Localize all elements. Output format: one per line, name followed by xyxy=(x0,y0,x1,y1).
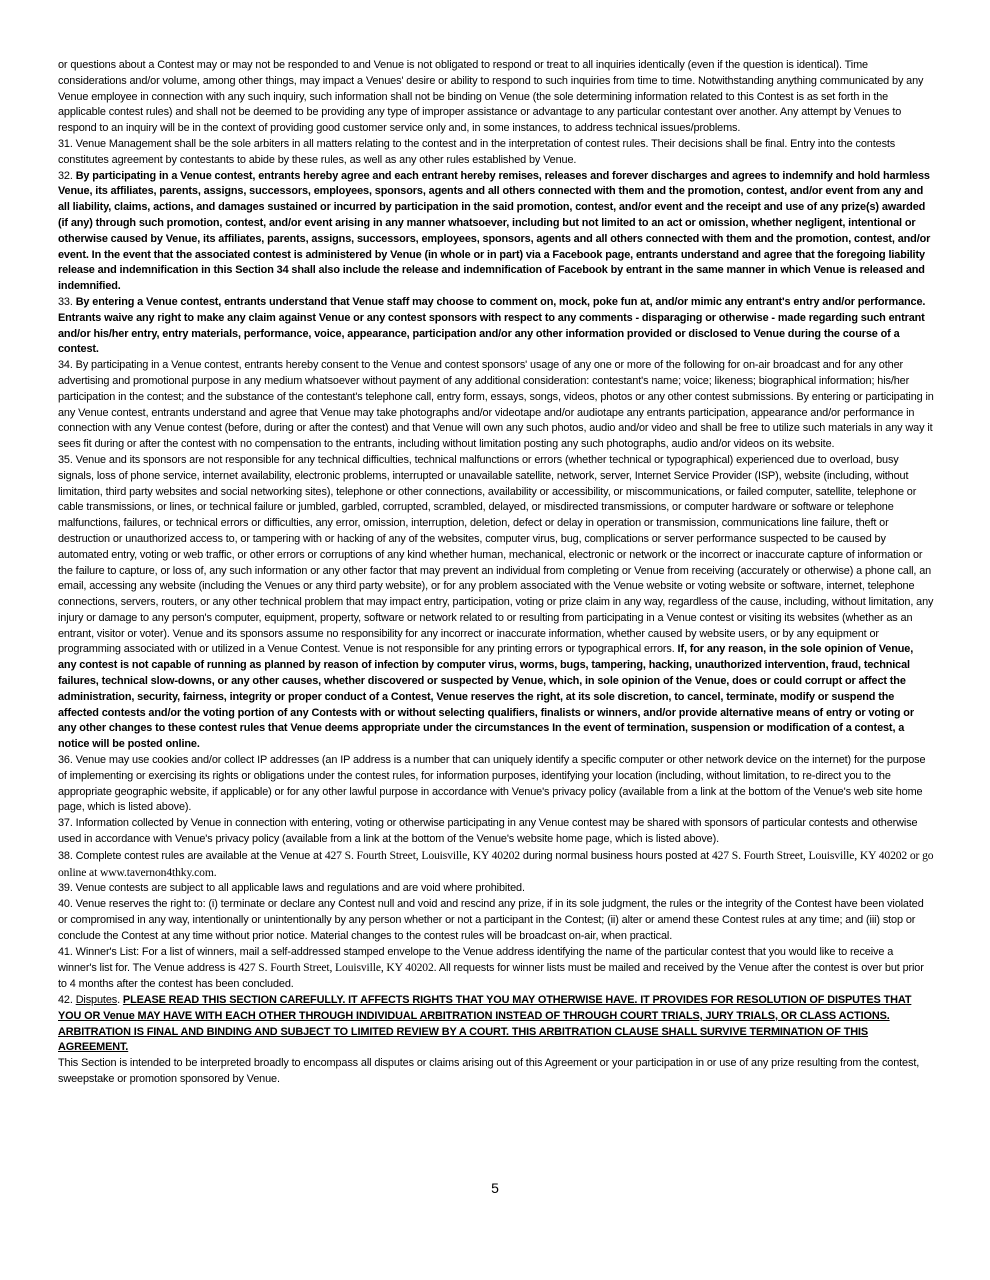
section-number: 42. xyxy=(58,994,76,1007)
paragraph-intro: or questions about a Contest may or may not be responded to and Venue is not obligated to respond or treat to all inquiries identically (even if the question is identical). Time considerations and/or volume, among other things, may impact a Venues' desire or ability to respond to such inquiries from time to time. Notwithstanding anything communicated by any Venue employee in connection with any such inquiry, such information shall not be binding on Venue (the sole determining information related to this Contest is as set forth in the applicable contest rules) and shall not be deemed to be providing any type of improper assistance or advantage to any particular contestant over another. Any attempt by Venues to respond to an inquiry will be in the context of providing good customer service only and, in some instances, to address technical issues/problems. xyxy=(58,59,924,135)
cancellation-rights-text: If, for any reason, in the sole opinion of Venue, any contest is not capable of running as planned by reason of infection by computer virus, worms, bugs, tampering, hacking, unauthorized intervention, fraud, technical failures, technical slow-downs, or any other causes, whether discovered or suspected by Venue, which, in sole opinion of the Venue, does or could corrupt or affect the administration, security, fairness, integrity or proper conduct of a Contest, Venue reserves the right, at its sole discretion, to cancel, terminate, modify or suspend the affected contests and/or the voting portion of any Contests with or without selecting qualifiers, finalists or winners, and/or provide alternative means of entry or voting or any other changes to these contest rules that Venue deems appropriate under the circumstances In the event of termination, suspension or modification of a contest, a notice will be posted online. xyxy=(58,643,914,751)
paragraph-39: 39. Venue contests are subject to all applicable laws and regulations and are void where prohibited. xyxy=(58,882,525,895)
paragraph-31: 31. Venue Management shall be the sole arbiters in all matters relating to the contest and in the interpretation of contest rules. Their decisions shall be final. Entry into the contests constitutes agreement by contestants to abide by these rules, as well as any other rules established by Venue. xyxy=(58,137,896,166)
disputes-heading: Disputes xyxy=(75,994,118,1007)
venue-address: 427 S. Fourth Street, Louisville, KY 40202 xyxy=(238,961,434,975)
document-page xyxy=(58,58,934,1088)
paragraph-40: 40. Venue reserves the right to: (i) terminate or declare any Contest null and void and rescind any prize, if in its sole judgment, the rules or the integrity of the Contest have been violated or compromised in any way, intentionally or unintentionally by any person whether or not a participant in the Contest; (ii) alter or amend these Contest rules at any time; and (iii) stop or conclude the Contest at any time without prior notice. Material changes to the contest rules will be broadcast on-air, when practical. xyxy=(58,898,924,942)
paragraph-41: 41. Winner's List: For a list of winners, mail a self-addressed stamped envelope to the Venue address identifying the name of the particular contest that you would like to receive a winner's list for. The Venue address is 427 S. Fourth Street, Louisville, KY 40202. All requests for winner lists must be mailed and received by the Venue after the contest is over but prior to 4 months after the contest has been concluded. xyxy=(58,945,924,991)
paragraph-37: 37. Information collected by Venue in connection with entering, voting or otherwise participating in any Venue contest may be shared with sponsors of particular contests and otherwise used in accordance with Venue's privacy policy (available from a link at the bottom of the Venue's website home page, which is listed above). xyxy=(58,817,918,846)
venue-address: 427 S. Fourth Street, Louisville, KY 40202 xyxy=(324,848,520,862)
release-indemnification-text: By participating in a Venue contest, entrants hereby agree and each entrant hereby remises, releases and forever discharges and agrees to indemnify and hold harmless Venue, its affiliates, parents, assigns, successors, employees, sponsors, agents and all others connected with them and the promotion, contest, and/or event from any and all liability, claims, actions, and damages sustained or incurred by participation in the said promotion, contest, and/or event and the receipt and use of any prize(s) awarded (if any) through such promotion, contest, and/or event arising in any manner whatsoever, including but not limited to an act or omission, whether negligent, intentional or otherwise caused by Venue, its affiliates, parents, assigns, successors, employees, sponsors, agents and all others connected with them and the promotion, contest, and/or event. In the event that the associated contest is administered by Venue (in whole or in part) via a Facebook page, entrants understand and agree that the foregoing liability release and indemnification in this Section 34 shall also include the release and indemnification of Facebook by entrant in the same manner in which Venue is released and indemnified. xyxy=(58,169,931,293)
comment-waiver-text: By entering a Venue contest, entrants understand that Venue staff may choose to comment on, mock, poke fun at, and/or mimic any entrant's entry and/or performance. Entrants waive any right to make any claim against Venue or any contest sponsors with respect to any comments - disparaging or otherwise - made regarding such entrant and/or his/her entry, entry materials, performance, voice, appearance, participation and/or any other information provided or disclosed to Venue during the course of a contest. xyxy=(58,295,926,356)
section-number: 33. xyxy=(58,295,76,308)
technical-disclaimer-text: 35. Venue and its sponsors are not responsible for any technical difficulties, technical malfunctions or errors (whether technical or typographical) experienced due to overload, busy signals, loss of phone service, internet availability, electronic problems, interrupted or unavailable satellite, network, server, Internet Service Provider (ISP), website (including, without limitation, third party websites and social networking sites), telephone or other connections, availability or accessibility, or miscommunications, or failed computer, satellite, telephone or cable transmissions, or lines, or technical failure or jumbled, garbled, corrupted, scrambled, delayed, or misdirected transmissions, or computer hardware or software or telephone malfunctions, failures, or technical errors or difficulties, any error, omission, interruption, deletion, defect or delay in operation or transmission, communications line failure, theft or destruction or unauthorized access to, or tampering with or hacking of any of the websites, computer virus, bug, complications or server performance suspected to be caused by automated entry, voting or web traffic, or other errors or corruptions of any kind whether human, mechanical, electronic or network or the incorrect or inaccurate capture of information or the failure to capture, or loss of, any such information or any other factor that may prevent an individual from completing or Venue from receiving (accurately or otherwise) a phone call, an email, accessing any website (including the Venues or any third party website), or for any problem associated with the Venue website or voting website or software, internet, telephone connections, servers, routers, or any other technical problem that may impact entry, participation, voting or prize claim in any way, regardless of the cause, including, without limitation, any injury or damage to any person's computer, equipment, property, software or network related to or resulting from participating in a Venue contest or visiting its websites (whether as an entrant, visitor or voter). Venue and its sponsors assume no responsibility for any incorrect or inaccurate information, whether caused by website users, or by any equipment or programming associated with or utilized in a Venue Contest. Venue is not responsible for any printing errors or typographical errors. xyxy=(58,453,934,656)
arbitration-notice: PLEASE READ THIS SECTION CAREFULLY. IT AFFECTS RIGHTS THAT YOU MAY OTHERWISE HAVE. IT PROVIDES FOR RESOLUTION OF DISPUTES THAT YOU OR Venue MAY HAVE WITH EACH OTHER THROUGH INDIVIDUAL ARBITRATION INSTEAD OF THROUGH COURT TRIALS, JURY TRIALS, OR CLASS ACTIONS. ARBITRATION IS FINAL AND BINDING AND SUBJECT TO LIMITED REVIEW BY A COURT. THIS ARBITRATION CLAUSE SHALL SURVIVE TERMINATION OF THIS AGREEMENT. xyxy=(58,994,912,1054)
paragraph-final: This Section is intended to be interpreted broadly to encompass all disputes or claims arising out of this Agreement or your participation in or use of any prize resulting from the contest, sweepstake or promotion sponsored by Venue. xyxy=(58,1057,920,1085)
section-number: 32. xyxy=(58,169,76,182)
paragraph-33 xyxy=(58,295,934,358)
paragraph-35 xyxy=(58,453,934,753)
venue-address-website: 427 S. Fourth Street, Louisville, KY 40202 or go online at www.tavernon4thky.com. xyxy=(58,848,934,879)
paragraph-38: 38. Complete contest rules are available at the Venue at 427 S. Fourth Street, Louisville, KY 40202 during normal business hours posted at 427 S. Fourth Street, Louisville, KY 40202 or go online at www.tavernon4thky.com. xyxy=(58,848,934,879)
paragraph-34: 34. By participating in a Venue contest, entrants hereby consent to the Venue and contest sponsors' usage of any one or more of the following for on-air broadcast and for any other advertising and promotional purpose in any medium whatsoever without payment of any additional consideration: contestant's name; voice; likeness; biographical information; his/her participation in the contest; and the substance of the contestant's telephone call, entry form, essays, songs, videos, photos or any other contest submissions. By entering or participating in any Venue contest, entrants understand and agree that Venue may take photographs and/or videotape and/or audiotape any entrants participation, appearance and/or performance in connection with any Venue contest (before, during or after the contest) and that Venue will own any such photos, audio and/or video and shall be free to utilize such materials in any way it sees fit during or after the contest with no compensation to the entrants, including without limitation posting any such photographs, audio and/or videos on its website. xyxy=(58,359,934,451)
paragraph-36: 36. Venue may use cookies and/or collect IP addresses (an IP address is a number that can uniquely identify a specific computer or other network device on the internet) for the purpose of implementing or exercising its rights or obligations under the contest rules, for information purposes, identifying your location (including, without limitation, to re-direct you to the appropriate geographic website, if applicable) or for any other lawful purpose in accordance with Venue's privacy policy (available from a link at the bottom of the Venue's web site home page, which is listed above). xyxy=(58,754,926,814)
paragraph-42: 42. Disputes. PLEASE READ THIS SECTION CAREFULLY. IT AFFECTS RIGHTS THAT YOU MAY OTHERWISE HAVE. IT PROVIDES FOR RESOLUTION OF DISPUTES THAT YOU OR Venue MAY HAVE WITH EACH OTHER THROUGH INDIVIDUAL ARBITRATION INSTEAD OF THROUGH COURT TRIALS, JURY TRIALS, OR CLASS ACTIONS. ARBITRATION IS FINAL AND BINDING AND SUBJECT TO LIMITED REVIEW BY A COURT. THIS ARBITRATION CLAUSE SHALL SURVIVE TERMINATION OF THIS AGREEMENT. xyxy=(58,994,912,1054)
paragraph-32 xyxy=(58,169,934,295)
page-number: 5 xyxy=(491,1180,499,1196)
